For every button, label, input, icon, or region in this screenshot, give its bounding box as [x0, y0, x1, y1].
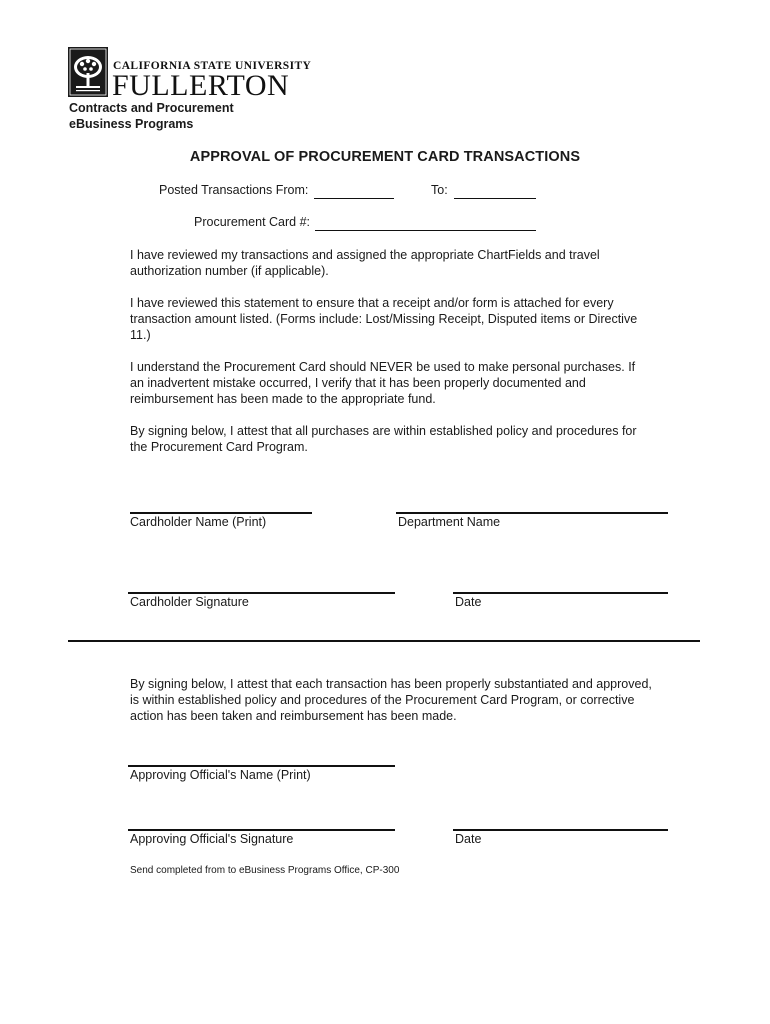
cardholder-date-line[interactable]: [453, 592, 668, 594]
department-name-line[interactable]: [396, 512, 668, 514]
posted-from-label: Posted Transactions From:: [159, 183, 309, 197]
paragraph-receipts: I have reviewed this statement to ensure that a receipt and/or form is attached for every transaction amount listed. (Forms include: Lost/Missing Receipt, Disputed items or Directive 11.): [130, 296, 638, 342]
cardholder-date-label: Date: [455, 595, 482, 609]
official-name-line[interactable]: [128, 765, 395, 767]
tree-seal-icon: [68, 47, 108, 97]
department-name-label: Department Name: [398, 515, 501, 529]
approval-statement: By signing below, I attest that each transaction has been properly substantiated and approved, is within established policy and procedures of the Procurement Card Program, or corrective action has been taken and reimbursement has been made.: [130, 677, 652, 723]
official-date-line[interactable]: [453, 829, 668, 831]
university-name-top: CALIFORNIA STATE UNIVERSITY: [113, 60, 312, 72]
paragraph-policy: By signing below, I attest that all purchases are within established policy and procedures for the Procurement Card Program.: [130, 424, 637, 454]
department-heading: [69, 100, 234, 132]
cardholder-name-label: Cardholder Name (Print): [130, 515, 267, 529]
official-name-label: Approving Official's Name (Print): [130, 768, 311, 782]
footer-note: Send completed from to eBusiness Programs Office, CP-300: [130, 865, 400, 876]
to-label: To:: [431, 183, 448, 197]
official-signature-label: Approving Official's Signature: [130, 832, 294, 846]
form-title: APPROVAL OF PROCUREMENT CARD TRANSACTIONS: [189, 149, 581, 165]
to-field[interactable]: [454, 186, 536, 199]
university-name-main: FULLERTON: [112, 69, 290, 102]
cardholder-name-line[interactable]: [130, 512, 312, 514]
posted-from-field[interactable]: [314, 186, 394, 199]
official-signature-line[interactable]: [128, 829, 395, 831]
card-number-label: Procurement Card #:: [194, 215, 311, 229]
section-divider: [68, 640, 700, 642]
official-date-label: Date: [455, 832, 482, 846]
card-number-field[interactable]: [315, 218, 536, 231]
department-line-1: Contracts and Procurement: [69, 101, 234, 115]
paragraph-chartfields: I have reviewed my transactions and assigned the appropriate ChartFields and travel authorization number (if applicable).: [130, 248, 600, 278]
cardholder-signature-line[interactable]: [128, 592, 395, 594]
paragraph-personal-use: I understand the Procurement Card should NEVER be used to make personal purchases. If an inadvertent mistake occurred, I verify that it has been properly documented and reimbursement has been made to the appropriate fund.: [130, 360, 636, 406]
department-line-2: eBusiness Programs: [69, 117, 194, 131]
cardholder-signature-label: Cardholder Signature: [130, 595, 249, 609]
